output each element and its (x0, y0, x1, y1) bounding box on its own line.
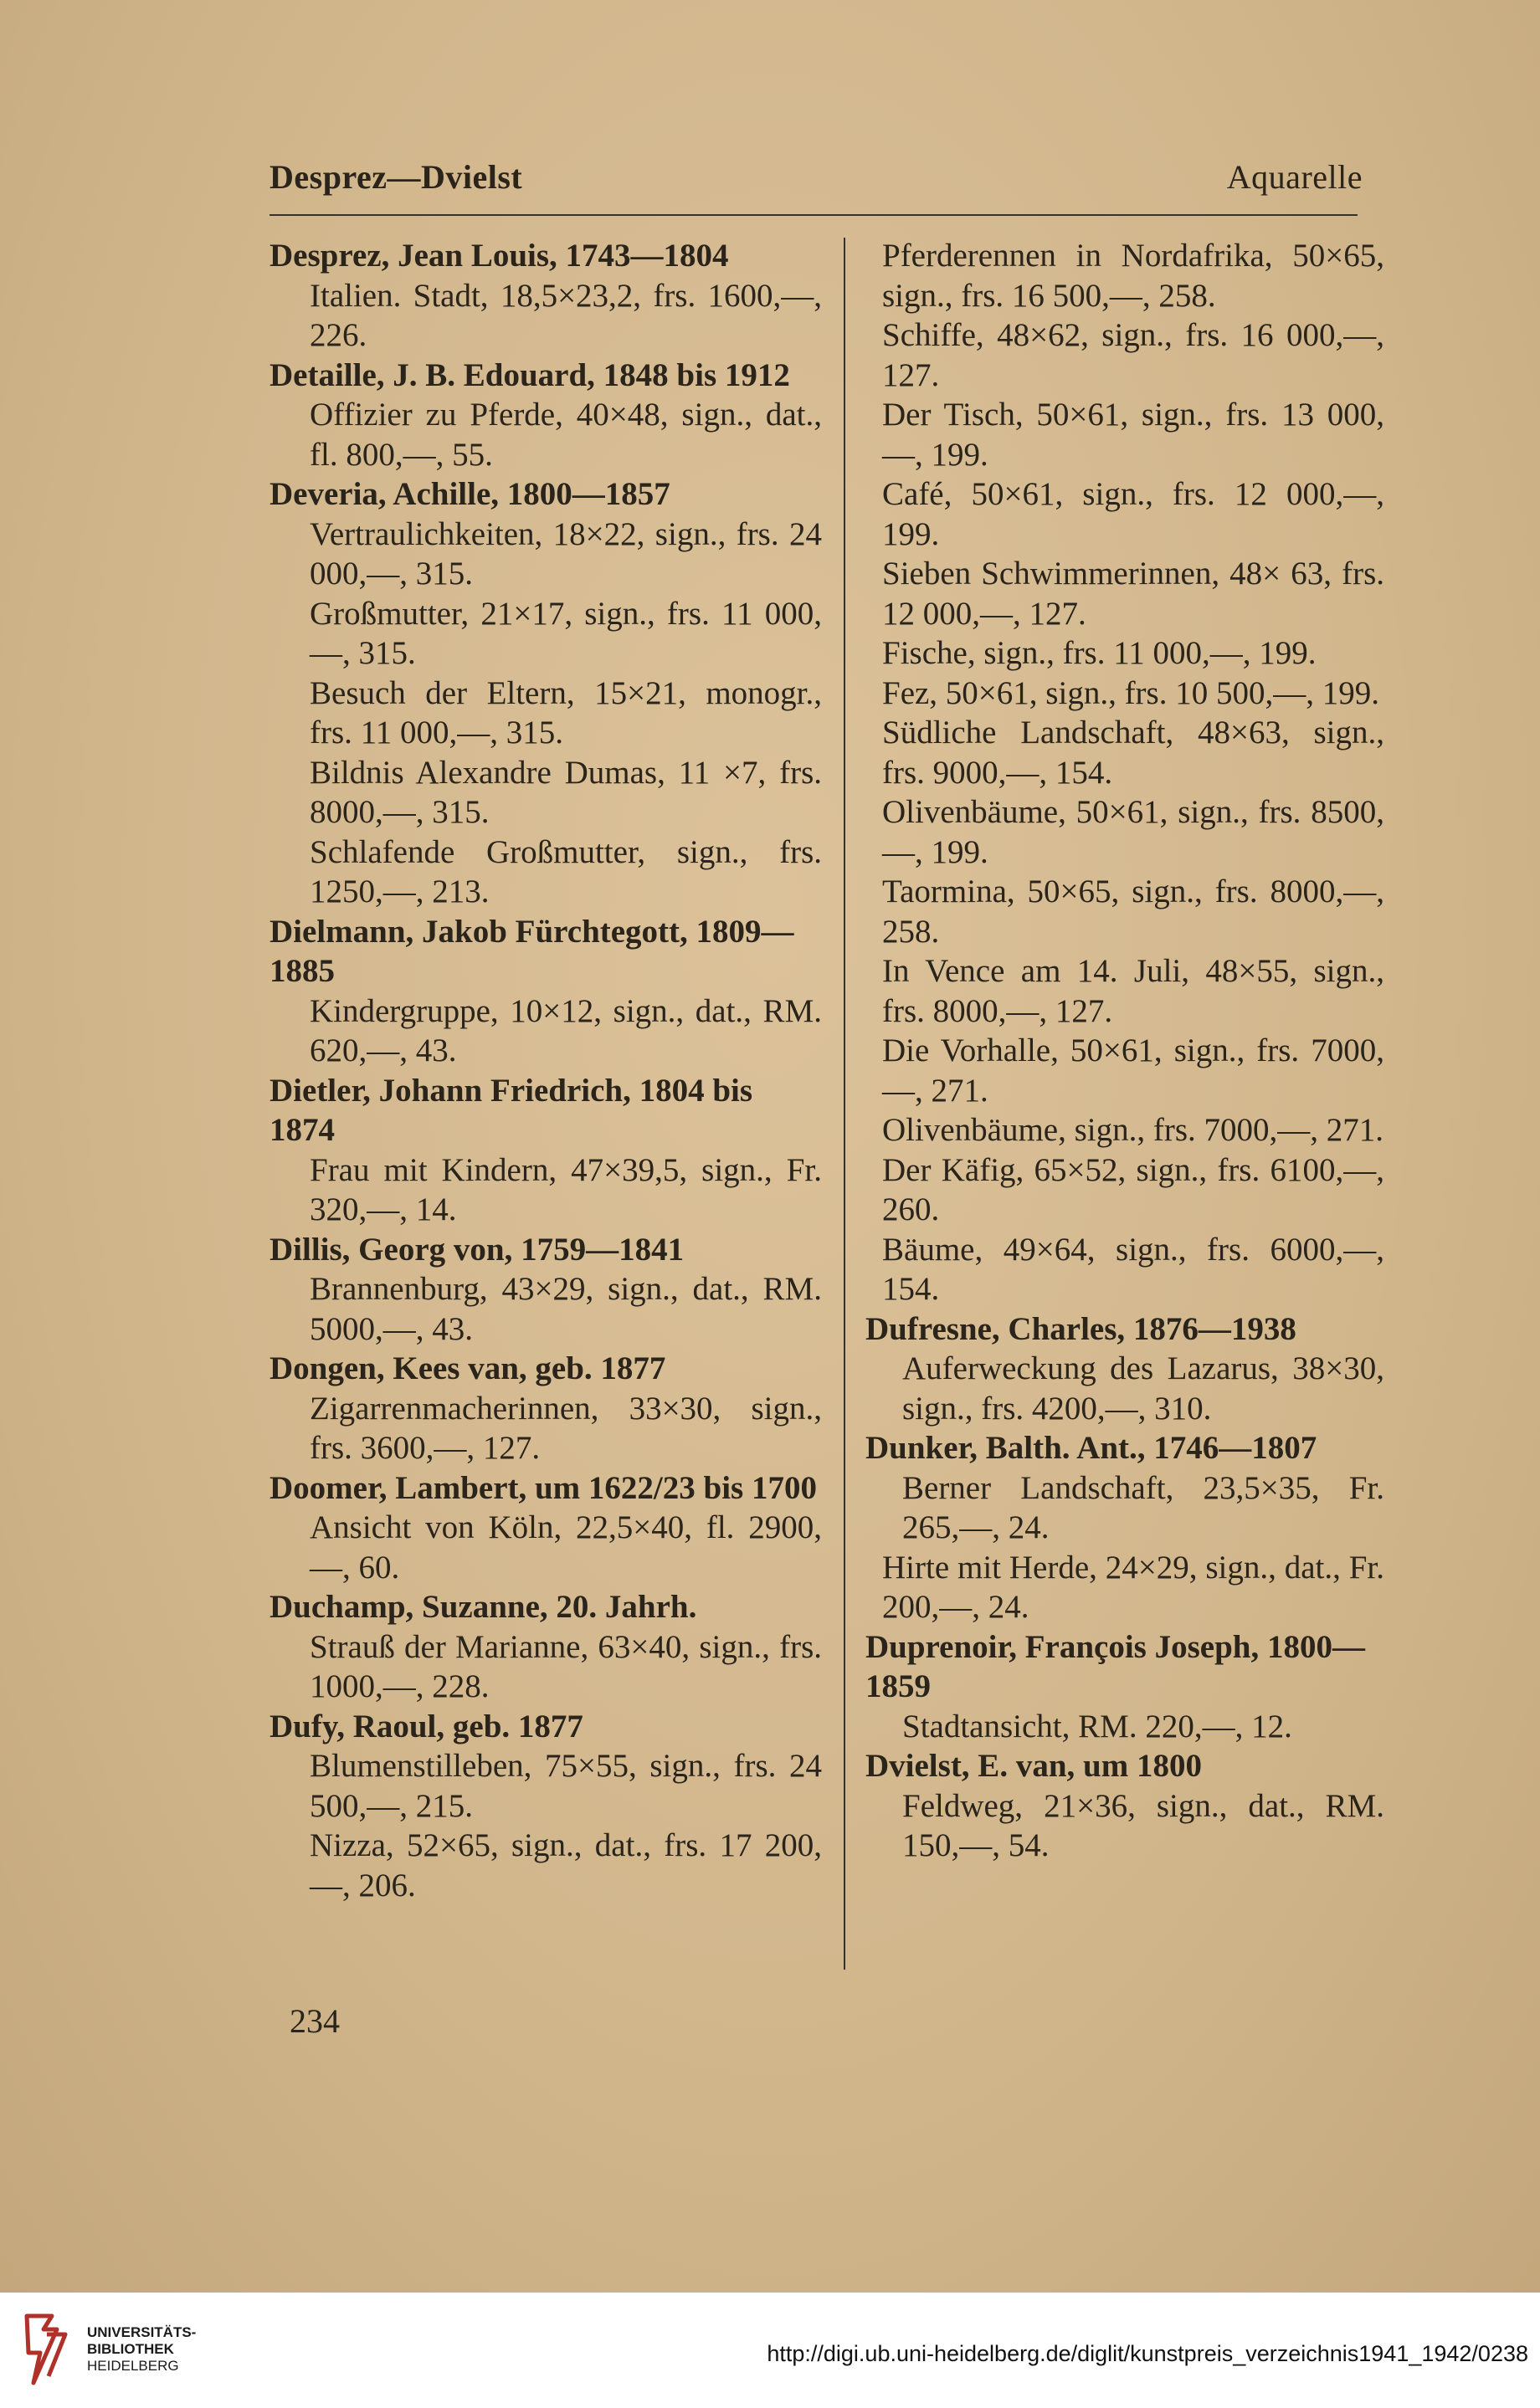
artist-name: Desprez, Jean Louis, 1743—1804 (270, 238, 729, 274)
artwork-entry: Stadtansicht, RM. 220,—, 12. (902, 1708, 1292, 1745)
artist-name: Dvielst, E. van, um 1800 (865, 1748, 1202, 1784)
artwork-entry: Strauß der Marianne, 63×40, sign., frs. 1000,—, 228. (310, 1628, 822, 1704)
artwork-entry: Der Tisch, 50×61, sign., frs. 13 000,—, 199. (882, 397, 1384, 473)
library-name-line2: BIBLIOTHEK (87, 2341, 174, 2357)
artist-name: Duprenoir, François Joseph, 1800—1859 (865, 1628, 1365, 1704)
artwork-entry: Brannenburg, 43×29, sign., dat., RM. 5000,—, 43. (310, 1271, 822, 1347)
artist-name: Dufresne, Charles, 1876—1938 (865, 1310, 1296, 1347)
artwork-entry: Besuch der Eltern, 15×21, monogr., frs. 11 000,—, 315. (310, 674, 822, 751)
artwork-entry: Bildnis Alexandre Dumas, 11 ×7, frs. 8000,—, 315. (310, 754, 822, 830)
artwork-entry: Pferderennen in Nordafrika, 50×65, sign., frs. 16 500,—, 258. (882, 238, 1384, 314)
artist-name: Doomer, Lambert, um 1622/23 bis 1700 (270, 1469, 817, 1506)
artwork-entry: Blumenstilleben, 75×55, sign., frs. 24 500,—, 215. (310, 1748, 822, 1824)
artwork-entry: Ansicht von Köln, 22,5×40, fl. 2900,—, 60. (310, 1509, 822, 1586)
artwork-entry: Frau mit Kindern, 47×39,5, sign., Fr. 320,—, 14. (310, 1151, 822, 1227)
artwork-entry: Sieben Schwimmerinnen, 48× 63, frs. 12 000,—, 127. (882, 556, 1384, 632)
artwork-entry: Die Vorhalle, 50×61, sign., frs. 7000,—, 271. (882, 1032, 1384, 1109)
footer-bar (0, 2293, 1540, 2408)
library-name-line1: UNIVERSITÄTS- (87, 2324, 197, 2340)
artwork-entry: Fische, sign., frs. 11 000,—, 199. (882, 635, 1317, 671)
artist-name: Dillis, Georg von, 1759—1841 (270, 1231, 685, 1268)
right-column (865, 236, 1384, 1866)
artwork-entry: Offizier zu Pferde, 40×48, sign., dat., fl. 800,—, 55. (310, 397, 822, 473)
artist-name: Dietler, Johann Friedrich, 1804 bis 1874 (270, 1072, 753, 1148)
artist-name: Dufy, Raoul, geb. 1877 (270, 1708, 583, 1745)
artwork-entry: Großmutter, 21×17, sign., frs. 11 000,—, 315. (310, 595, 822, 671)
artwork-entry: Italien. Stadt, 18,5×23,2, frs. 1600,—, 226. (310, 277, 822, 353)
artwork-entry: Kindergruppe, 10×12, sign., dat., RM. 620,—, 43. (310, 992, 822, 1068)
artwork-entry: Schiffe, 48×62, sign., frs. 16 000,—, 127. (882, 317, 1384, 393)
artwork-entry: Zigarrenmacherinnen, 33×30, sign., frs. 3600,—, 127. (310, 1390, 822, 1466)
library-logo-icon (18, 2309, 72, 2390)
artwork-entry: Auferweckung des Lazarus, 38×30, sign., frs. 4200,—, 310. (902, 1350, 1384, 1427)
artwork-entry: Café, 50×61, sign., frs. 12 000,—, 199. (882, 476, 1384, 552)
artwork-entry: Feldweg, 21×36, sign., dat., RM. 150,—, 54. (902, 1787, 1384, 1863)
artwork-entry: Südliche Landschaft, 48×63, sign., frs. 9000,—, 154. (882, 715, 1384, 791)
page-number: 234 (290, 2002, 340, 2040)
artist-name: Deveria, Achille, 1800—1857 (270, 476, 670, 512)
library-name-line3: HEIDELBERG (87, 2358, 179, 2374)
artwork-entry: Nizza, 52×65, sign., dat., frs. 17 200,—, 206. (310, 1827, 822, 1903)
artwork-entry: Olivenbäume, sign., frs. 7000,—, 271. (882, 1112, 1384, 1148)
artwork-entry: Vertraulichkeiten, 18×22, sign., frs. 24 000,—, 315. (310, 515, 822, 592)
artwork-entry: Fez, 50×61, sign., frs. 10 500,—, 199. (882, 674, 1379, 711)
running-head-left: Desprez—Dvielst (270, 158, 523, 196)
artwork-entry: Bäume, 49×64, sign., frs. 6000,—, 154. (882, 1231, 1384, 1307)
library-name (87, 2324, 196, 2375)
artwork-entry: Schlafende Großmutter, sign., frs. 1250,—, 213. (310, 833, 822, 909)
column-divider (844, 238, 845, 1970)
artist-name: Duchamp, Suzanne, 20. Jahrh. (270, 1589, 697, 1625)
artwork-entry: Der Käfig, 65×52, sign., frs. 6100,—, 260. (882, 1151, 1384, 1227)
header-rule (270, 214, 1358, 216)
artwork-entry: Hirte mit Herde, 24×29, sign., dat., Fr. 200,—, 24. (882, 1549, 1384, 1625)
artwork-entry: Berner Landschaft, 23,5×35, Fr. 265,—, 24. (902, 1469, 1384, 1545)
artwork-entry: In Vence am 14. Juli, 48×55, sign., frs. 8000,—, 127. (882, 953, 1384, 1029)
artist-name: Dongen, Kees van, geb. 1877 (270, 1350, 666, 1386)
artist-name: Detaille, J. B. Edouard, 1848 bis 1912 (270, 356, 790, 393)
left-column (270, 236, 822, 1905)
running-head-right: Aquarelle (1226, 158, 1363, 196)
permalink-url[interactable]: http://digi.ub.uni-heidelberg.de/diglit/kunstpreis_verzeichnis1941_1942/0238 (767, 2341, 1528, 2366)
artist-name: Dielmann, Jakob Fürchtegott, 1809—1885 (270, 913, 794, 989)
artwork-entry: Olivenbäume, 50×61, sign., frs. 8500,—, 199. (882, 794, 1384, 870)
artist-name: Dunker, Balth. Ant., 1746—1807 (865, 1430, 1317, 1466)
artwork-entry: Taormina, 50×65, sign., frs. 8000,—, 258. (882, 874, 1384, 950)
